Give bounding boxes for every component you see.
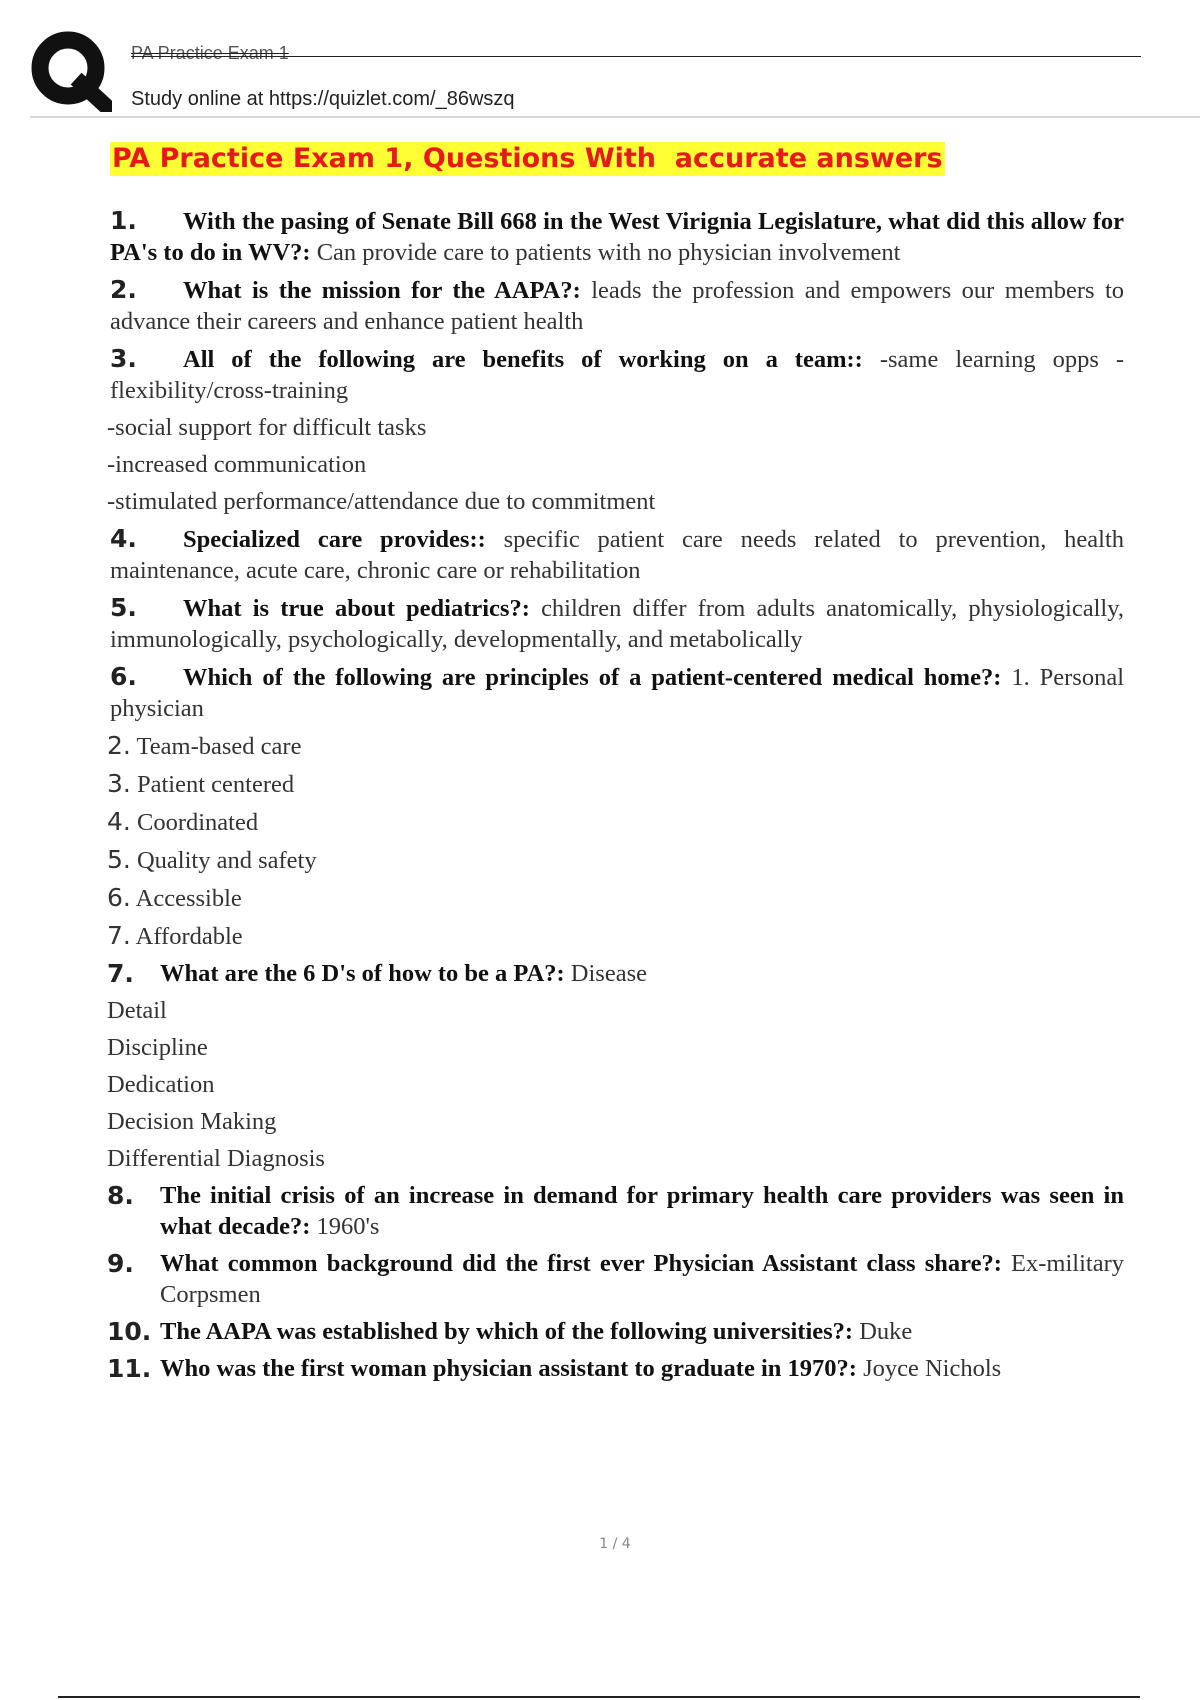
question-number: 3. (110, 344, 137, 373)
answer-text: 1960's (316, 1213, 380, 1240)
answer-line: Decision Making (107, 1108, 277, 1135)
answer-text: leads the profession and empowers our members to advance their careers and enhance patient health (110, 277, 1124, 335)
question-number: 8. (107, 1181, 134, 1210)
answer-text: children differ from adults anatomically, physiologically, immunologically, psychologically, developmentally, and metabolically (110, 595, 1124, 653)
question-item-8 (107, 1180, 1124, 1242)
question-number: 7. (107, 959, 134, 988)
header-bottom-divider (30, 116, 1200, 118)
question-item-4 (110, 523, 1124, 586)
question-text: Which of the following are principles of a patient-centered medical home?: (183, 664, 1002, 691)
header-title: PA Practice Exam 1 (131, 43, 289, 63)
question-item-5 (110, 592, 1124, 655)
question-number: 2. (110, 275, 137, 304)
question-text: Specialized care provides:: (183, 526, 486, 553)
list-item (107, 768, 1124, 800)
answer-line: -stimulated performance/attendance due to commitment (107, 488, 656, 515)
list-item-number: 4. (107, 807, 131, 836)
list-item-number: 7. (107, 921, 131, 950)
question-number: 11. (107, 1354, 152, 1383)
question-text: Who was the first woman physician assistant to graduate in 1970?: (160, 1355, 857, 1382)
question-list (107, 205, 1125, 1390)
document-title: PA Practice Exam 1, Questions With accurate answers (112, 143, 943, 174)
question-item-6 (110, 661, 1124, 724)
footer-divider (58, 1696, 1140, 1698)
question-body (160, 958, 1124, 989)
question-body (160, 1316, 1124, 1347)
question-text: The initial crisis of an increase in demand for primary health care providers was seen in what decade?: (160, 1182, 1124, 1240)
answer-text: Joyce Nichols (863, 1355, 1002, 1382)
list-item-number: 6. (107, 883, 131, 912)
list-item-text: Patient centered (136, 771, 295, 798)
list-item-text: Team-based care (136, 733, 302, 760)
question-text: What is the mission for the AAPA?: (183, 277, 581, 304)
list-item-text: Quality and safety (136, 847, 317, 874)
question-text: All of the following are benefits of working on a team:: (183, 346, 863, 373)
answer-line: Discipline (107, 1034, 208, 1061)
answer-line: Detail (107, 997, 167, 1024)
list-item-text: Affordable (135, 923, 243, 950)
question-text: What is true about pediatrics?: (183, 595, 530, 622)
quizlet-q-logo-icon (30, 30, 112, 112)
list-item (107, 730, 1124, 762)
header-divider (131, 56, 1141, 57)
question-item-3 (110, 343, 1124, 406)
list-item (107, 844, 1124, 876)
question-text: What common background did the first ever Physician Assistant class share?: (160, 1250, 1002, 1277)
question-item-10 (107, 1316, 1124, 1347)
list-item-number: 5. (107, 845, 131, 874)
question-number: 4. (110, 524, 137, 553)
question-number: 5. (110, 593, 137, 622)
answer-text: -same learning opps -flexibility/cross-training (110, 346, 1125, 404)
answer-text: specific patient care needs related to prevention, health maintenance, acute care, chronic care or rehabilitation (110, 526, 1124, 584)
question-body (160, 1248, 1124, 1310)
question-body (160, 1180, 1124, 1242)
answer-text: Duke (859, 1318, 913, 1345)
list-item-text: Accessible (135, 885, 242, 912)
answer-line: -social support for difficult tasks (107, 414, 427, 441)
list-item (107, 806, 1124, 838)
question-text: The AAPA was established by which of the following universities?: (160, 1318, 854, 1345)
question-text: What are the 6 D's of how to be a PA?: (160, 960, 565, 987)
list-item-text: Coordinated (136, 809, 259, 836)
question-number: 10. (107, 1317, 152, 1346)
answer-text: Disease (570, 960, 647, 987)
answer-text: 1. Personal physician (110, 664, 1125, 722)
list-item-number: 3. (107, 769, 131, 798)
question-item-1 (110, 205, 1124, 268)
answer-line: Differential Diagnosis (107, 1145, 325, 1172)
answer-text: Can provide care to patients with no physician involvement (316, 239, 901, 266)
answer-line: -increased communication (107, 451, 367, 478)
question-number: 9. (107, 1249, 134, 1278)
question-text: With the pasing of Senate Bill 668 in the West Virignia Legislature, what did this allow for PA's to do in WV?: (110, 208, 1124, 266)
list-item-number: 2. (107, 731, 131, 760)
study-online-link[interactable]: Study online at https://quizlet.com/_86wszq (131, 88, 515, 110)
answer-text: Ex-military Corpsmen (160, 1250, 1124, 1308)
question-item-11 (107, 1353, 1124, 1384)
question-number: 1. (110, 206, 137, 235)
question-item-9 (107, 1248, 1124, 1310)
question-item-7 (107, 958, 1124, 989)
list-item (107, 920, 1124, 952)
question-item-2 (110, 274, 1124, 337)
question-body (160, 1353, 1124, 1384)
list-item (107, 882, 1124, 914)
page-number: 1 / 4 (599, 1536, 631, 1552)
question-number: 6. (110, 662, 137, 691)
answer-line: Dedication (107, 1071, 215, 1098)
